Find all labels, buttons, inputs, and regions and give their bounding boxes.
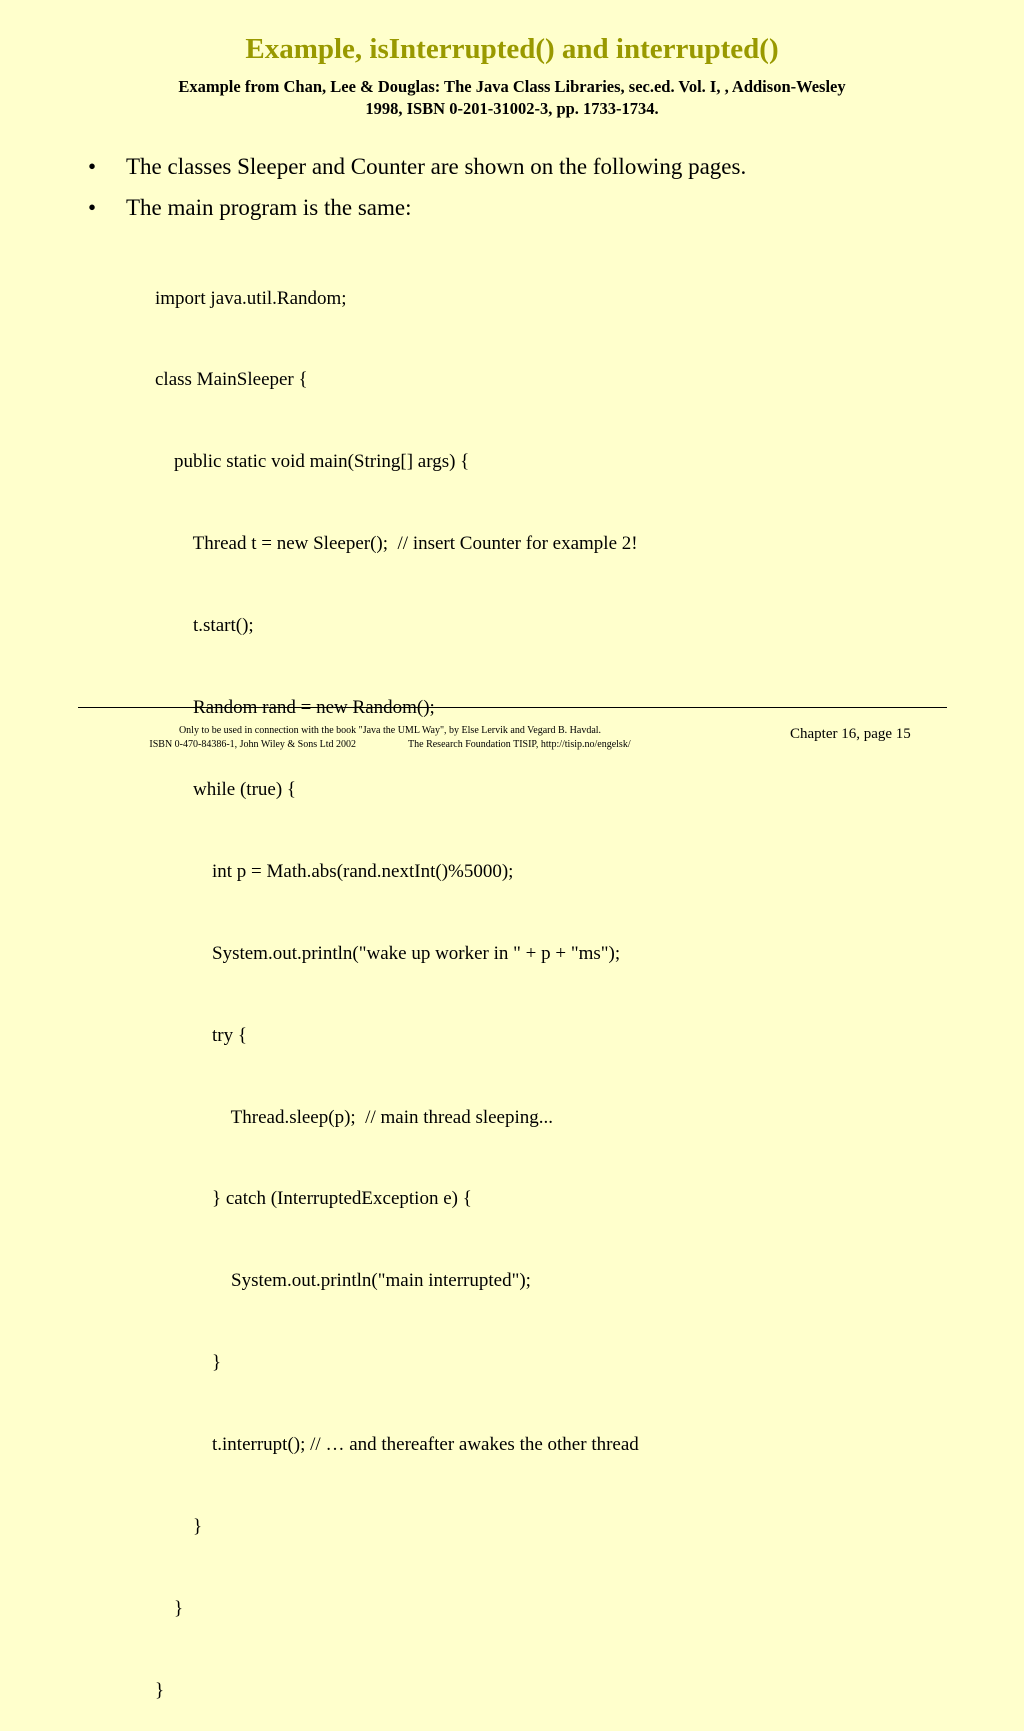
code-line: import java.util.Random; (155, 287, 347, 309)
footer-isbn: ISBN 0-470-84386-1, John Wiley & Sons Ltd 2002 (149, 739, 357, 750)
code-line: Random rand = new Random(); (155, 697, 435, 719)
code-line: } (155, 1597, 184, 1619)
slide-subtitle (80, 76, 944, 120)
bullet-icon: • (88, 154, 97, 179)
code-line: System.out.println("main interrupted"); (155, 1270, 531, 1292)
code-line: } catch (InterruptedException e) { (155, 1188, 472, 1210)
bullet-item (88, 187, 746, 228)
page-number: Chapter 16, page 15 (790, 726, 911, 742)
code-line: while (true) { (155, 778, 297, 800)
footer-divider (78, 707, 947, 708)
code-line: t.interrupt(); // … and thereafter awakes the other thread (155, 1434, 639, 1456)
code-line: public static void main(String[] args) { (155, 451, 470, 473)
bullet-icon: • (88, 195, 97, 220)
footer-copyright-note (120, 724, 660, 752)
bullet-text: The classes Sleeper and Counter are shown on the following pages. (126, 154, 747, 179)
code-line: Thread t = new Sleeper(); // insert Counter for example 2! (155, 533, 638, 555)
footer-note-line-1: Only to be used in connection with the book "Java the UML Way", by Else Lervik and Vegard B. Havdal. (178, 725, 602, 736)
subtitle-line-2: 1998, ISBN 0-201-31002-3, pp. 1733-1734. (365, 99, 659, 118)
code-line: t.start(); (155, 615, 254, 637)
code-line: } (155, 1679, 165, 1701)
slide-title: Example, isInterrupted() and interrupted() (245, 33, 779, 65)
footer-note-line-2 (120, 738, 660, 752)
code-line: } (155, 1515, 203, 1537)
code-line: } (155, 1352, 222, 1374)
code-block (155, 230, 639, 1731)
bullet-text: The main program is the same: (126, 195, 412, 220)
subtitle-line-1: Example from Chan, Lee & Douglas: The Java Class Libraries, sec.ed. Vol. I, , Addison-Wesley (178, 77, 846, 96)
code-line: class MainSleeper { (155, 369, 308, 391)
code-line: Thread.sleep(p); // main thread sleeping... (155, 1106, 554, 1128)
bullet-list (88, 146, 746, 228)
bullet-item (88, 146, 746, 187)
code-line: System.out.println("wake up worker in " + p + "ms"); (155, 942, 621, 964)
footer-publisher-link: The Research Foundation TISIP, http://tisip.no/engelsk/ (408, 739, 631, 750)
code-line: int p = Math.abs(rand.nextInt()%5000); (155, 860, 514, 882)
code-line: try { (155, 1024, 247, 1046)
